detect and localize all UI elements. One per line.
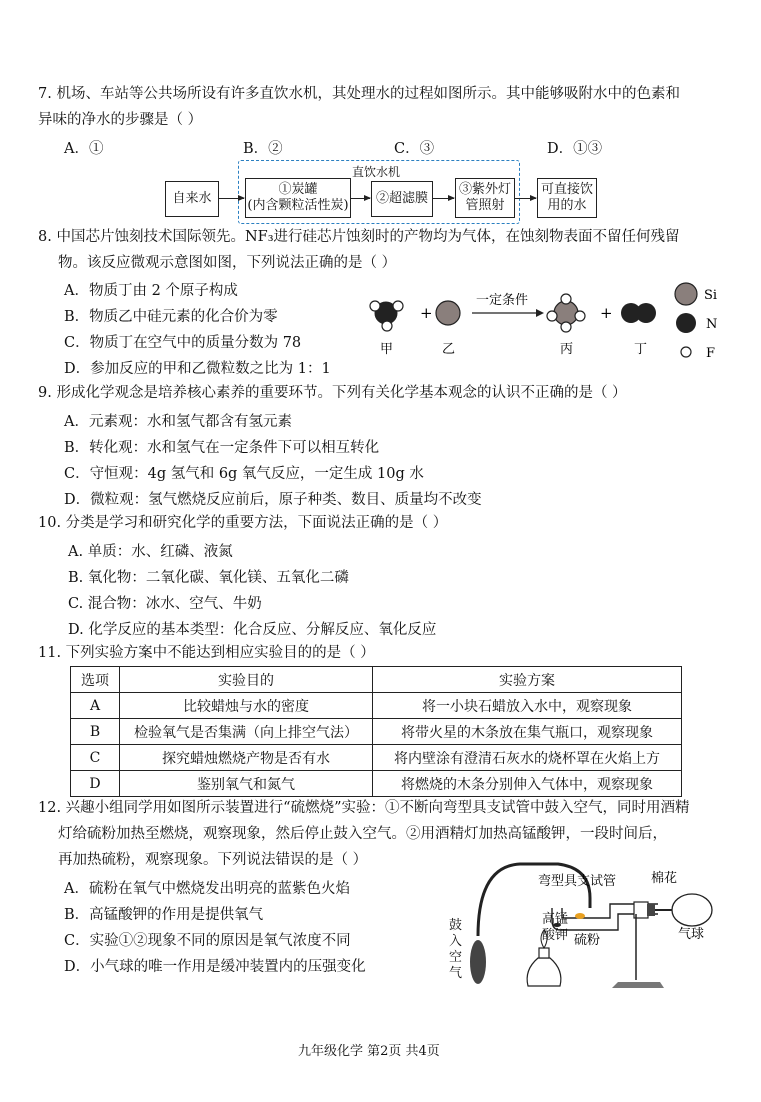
q10-option-c: C. 混合物：冰水、空气、牛奶 bbox=[68, 596, 262, 612]
q7-box-carbon: ①炭罐 (内含颗粒活性炭) bbox=[245, 178, 351, 218]
q9-option-c: C．守恒观：4g 氢气和 6g 氧气反应，一定生成 10g 水 bbox=[64, 466, 424, 482]
q12-option-d: D．小气球的唯一作用是缓冲装置内的压强变化 bbox=[64, 959, 366, 975]
q8-stem-line2: 物。该反应微观示意图如图，下列说法正确的是（ ） bbox=[58, 255, 397, 271]
reaction-condition: 一定条件 bbox=[476, 293, 529, 308]
q7-group-title: 直饮水机 bbox=[352, 165, 401, 179]
label-air-in: 鼓入空气 bbox=[449, 918, 463, 981]
q11-table bbox=[70, 666, 682, 797]
reaction-arrowhead bbox=[536, 309, 544, 317]
cell-option: D bbox=[71, 771, 120, 797]
q10-stem: 10. 分类是学习和研究化学的重要方法，下面说法正确的是（ ） bbox=[38, 515, 448, 531]
table-row bbox=[71, 745, 682, 771]
cell-purpose: 鉴别氧气和氮气 bbox=[120, 771, 373, 797]
alcohol-lamp bbox=[527, 958, 561, 986]
q8-option-a: A．物质丁由 2 个原子构成 bbox=[64, 283, 238, 299]
q8-option-c: C．物质丁在空气中的质量分数为 78 bbox=[64, 335, 302, 351]
q7-arrow-4 bbox=[514, 198, 536, 199]
cell-plan: 将带火星的木条放在集气瓶口，观察现象 bbox=[373, 719, 682, 745]
balloon bbox=[672, 894, 712, 926]
q12-option-c: C．实验①②现象不同的原因是氧气浓度不同 bbox=[64, 933, 351, 949]
q9-stem: 9. 形成化学观念是培养核心素养的重要环节。下列有关化学基本观念的认识不正确的是（ ） bbox=[38, 385, 627, 401]
q7-stem-line2: 异味的净水的步骤是（ ） bbox=[38, 112, 203, 128]
q8-option-d: D．参加反应的甲和乙微粒数之比为 1：1 bbox=[64, 361, 331, 377]
q7-box-membrane: ②超滤膜 bbox=[371, 181, 433, 217]
table-row bbox=[71, 693, 682, 719]
q12-apparatus-diagram bbox=[440, 858, 740, 998]
q7-stem-line1: 7. 机场、车站等公共场所设有许多直饮水机，其处理水的过程如图所示。其中能够吸附水中的色素和 bbox=[38, 86, 680, 102]
label-kmno4: 高锰酸钾 bbox=[542, 912, 569, 943]
q7-option-a: A．① bbox=[64, 141, 104, 157]
air-bulb bbox=[470, 940, 486, 984]
page-footer: 九年级化学 第2页 共4页 bbox=[298, 1044, 440, 1059]
q10-option-b: B. 氧化物：二氧化碳、氧化镁、五氧化二磷 bbox=[68, 570, 349, 586]
q12-stem-line3: 再加热硫粉，观察现象。下列说法错误的是（ ） bbox=[58, 852, 368, 868]
q9-option-a: A．元素观：水和氢气都含有氢元素 bbox=[64, 414, 292, 430]
q12-stem-line2: 灯给硫粉加热至燃烧，观察现象，然后停止鼓入空气。②用酒精灯加热高锰酸钾，一段时间后， bbox=[58, 826, 667, 842]
molecule-bing bbox=[547, 294, 585, 332]
q7-option-d: D．①③ bbox=[547, 141, 603, 157]
q12-stem-line1: 12. 兴趣小组同学用如图所示装置进行“硫燃烧”实验：①不断向弯型具支试管中鼓入空气，同时用酒精 bbox=[38, 800, 690, 816]
molecule-ding bbox=[621, 303, 656, 323]
cell-purpose: 检验氧气是否集满（向上排空气法） bbox=[120, 719, 373, 745]
table-header-row bbox=[71, 667, 682, 693]
q7-arrow-3 bbox=[432, 198, 454, 199]
cell-option: C bbox=[71, 745, 120, 771]
q7-box-drinkable: 可直接饮 用的水 bbox=[537, 178, 597, 218]
q8-option-b: B．物质乙中硅元素的化合价为零 bbox=[64, 309, 278, 325]
molecule-jia bbox=[370, 301, 403, 331]
label-balloon: 气球 bbox=[678, 927, 705, 942]
cell-plan: 将内壁涂有澄清石灰水的烧杯罩在火焰上方 bbox=[373, 745, 682, 771]
iron-stand-base bbox=[612, 982, 664, 988]
q8-reaction-diagram bbox=[360, 278, 740, 368]
q7-box-tapwater: 自来水 bbox=[165, 181, 219, 217]
legend-n-swatch bbox=[676, 313, 696, 333]
q9-option-d: D．微粒观：氢气燃烧反应前后，原子种类、数目、质量均不改变 bbox=[64, 492, 482, 508]
legend-f-label: F bbox=[706, 346, 716, 361]
header-plan: 实验方案 bbox=[373, 667, 682, 693]
label-jia: 甲 bbox=[380, 342, 394, 357]
q12-option-b: B．高锰酸钾的作用是提供氧气 bbox=[64, 907, 264, 923]
label-yi: 乙 bbox=[442, 342, 456, 357]
legend-f-swatch bbox=[681, 347, 691, 357]
cell-purpose: 探究蜡烛燃烧产物是否有水 bbox=[120, 745, 373, 771]
q8-stem-line1: 8. 中国芯片蚀刻技术国际领先。NF₃进行硅芯片蚀刻时的产物均为气体，在蚀刻物表面不留任何残留 bbox=[38, 229, 680, 245]
q12-option-a: A．硫粉在氧气中燃烧发出明亮的蓝紫色火焰 bbox=[64, 881, 350, 897]
label-bent-tube: 弯型具支试管 bbox=[538, 874, 617, 889]
cell-purpose: 比较蜡烛与水的密度 bbox=[120, 693, 373, 719]
q7-option-c: C．③ bbox=[394, 141, 435, 157]
cell-plan: 将燃烧的木条分别伸入气体中，观察现象 bbox=[373, 771, 682, 797]
sulfur-flame bbox=[575, 913, 585, 919]
plus-sign-1: + bbox=[420, 304, 433, 322]
legend-si-swatch bbox=[675, 283, 697, 305]
plus-sign-2: + bbox=[600, 304, 613, 322]
stopper bbox=[647, 904, 655, 916]
q7-arrow-2 bbox=[350, 198, 370, 199]
legend-n-label: N bbox=[706, 317, 718, 332]
cell-plan: 将一小块石蜡放入水中，观察现象 bbox=[373, 693, 682, 719]
q11-stem: 11. 下列实验方案中不能达到相应实验目的的是（ ） bbox=[38, 645, 375, 661]
table-row bbox=[71, 719, 682, 745]
q7-option-b: B．② bbox=[243, 141, 283, 157]
q7-arrow-1 bbox=[218, 198, 244, 199]
header-purpose: 实验目的 bbox=[120, 667, 373, 693]
cell-option: B bbox=[71, 719, 120, 745]
molecule-yi bbox=[436, 301, 460, 325]
q10-option-a: A. 单质：水、红磷、液氮 bbox=[68, 544, 233, 560]
q10-option-d: D. 化学反应的基本类型：化合反应、分解反应、氧化反应 bbox=[68, 622, 437, 638]
legend-si-label: Si bbox=[704, 288, 718, 303]
label-ding: 丁 bbox=[634, 342, 648, 357]
label-bing: 丙 bbox=[560, 342, 574, 357]
label-cotton: 棉花 bbox=[651, 871, 678, 886]
label-sulfur: 硫粉 bbox=[574, 933, 601, 948]
q7-box-uv: ③紫外灯 管照射 bbox=[455, 178, 515, 218]
q9-option-b: B．转化观：水和氢气在一定条件下可以相互转化 bbox=[64, 440, 380, 456]
header-option: 选项 bbox=[71, 667, 120, 693]
cell-option: A bbox=[71, 693, 120, 719]
table-row bbox=[71, 771, 682, 797]
lamp-neck bbox=[539, 948, 549, 958]
